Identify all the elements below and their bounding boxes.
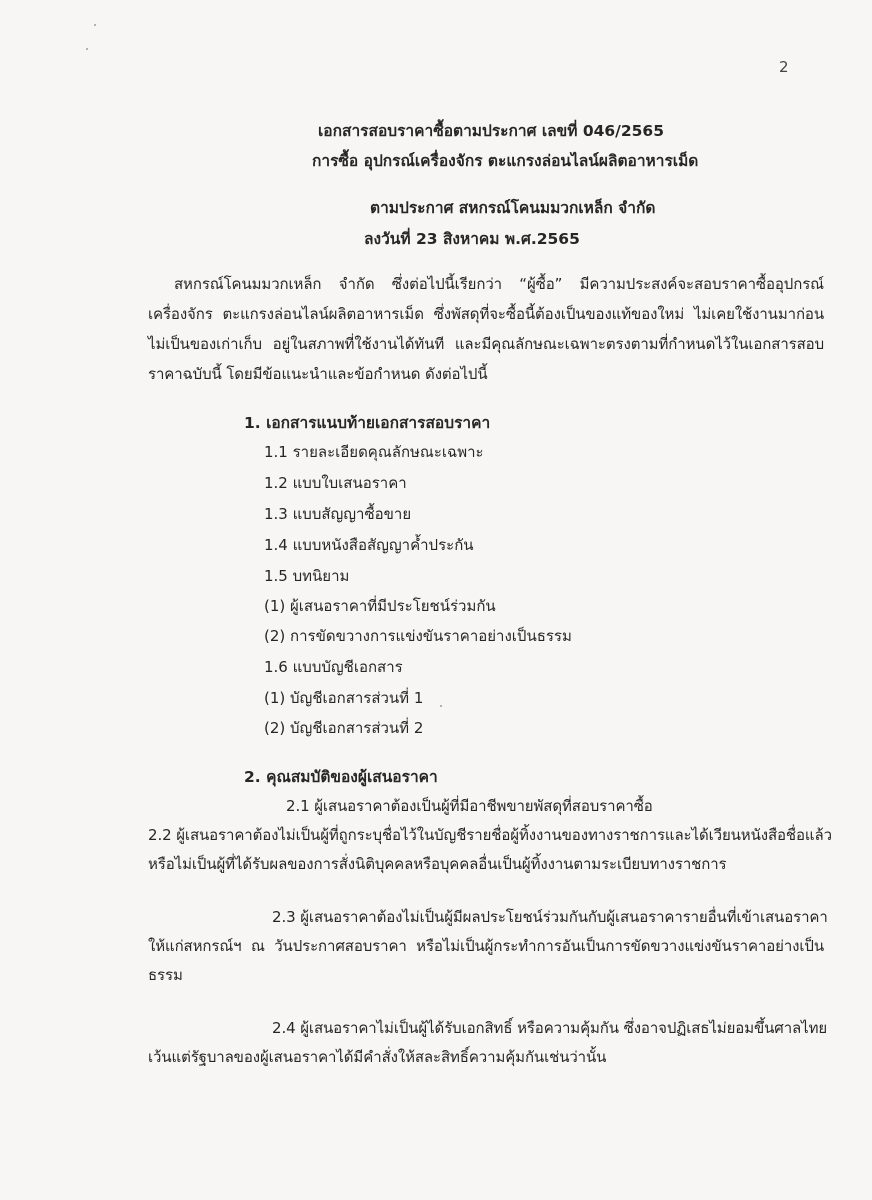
page-number: 2 <box>779 58 789 76</box>
clause-2-3-line-3: ธรรม <box>148 966 183 984</box>
section-1-item: 1.5 บทนิยาม <box>264 567 350 585</box>
clause-2-4-line-2: เว้นแต่รัฐบาลของผู้เสนอราคาได้มีคำสั่งให้สละสิทธิ์ความคุ้มกันเช่นว่านั้น <box>148 1048 607 1066</box>
intro-line-4: ราคาฉบับนี้ โดยมีข้อแนะนำและข้อกำหนด ดังต่อไปนี้ <box>148 365 488 383</box>
intro-line-2: เครื่องจักร ตะแกรงล่อนไลน์ผลิตอาหารเม็ด ซึ่งพัสดุที่จะซื้อนี้ต้องเป็นของแท้ของใหม่ ไม่เคยใช้งานมาก่อน <box>148 305 824 323</box>
header-line-4: ลงวันที่ 23 สิงหาคม พ.ศ.2565 <box>364 230 580 248</box>
section-1-title: 1. เอกสารแนบท้ายเอกสารสอบราคา <box>244 414 491 432</box>
section-1-item: 1.3 แบบสัญญาซื้อขาย <box>264 505 412 523</box>
header-line-2: การซื้อ อุปกรณ์เครื่องจักร ตะแกรงล่อนไลน์ผลิตอาหารเม็ด <box>312 152 699 170</box>
clause-2-2-line-2: หรือไม่เป็นผู้ที่ได้รับผลของการสั่งนิติบุคคลหรือบุคคลอื่นเป็นผู้ทิ้งงานตามระเบียบทางราชการ <box>148 855 727 873</box>
scan-speck <box>94 24 96 26</box>
intro-line-1: สหกรณ์โคนมมวกเหล็ก จำกัด ซึ่งต่อไปนี้เรียกว่า “ผู้ซื้อ” มีความประสงค์จะสอบราคาซื้ออุปกรณ์ <box>174 275 824 293</box>
clause-2-2-line-1: 2.2 ผู้เสนอราคาต้องไม่เป็นผู้ที่ถูกระบุชื่อไว้ในบัญชีรายชื่อผู้ทิ้งงานของทางราชการและได้เวียนหนังสือชื่อแล้ว <box>148 826 832 844</box>
section-1-item: 1.6 แบบบัญชีเอกสาร <box>264 658 403 676</box>
section-1-item: (1) ผู้เสนอราคาที่มีประโยชน์ร่วมกัน <box>264 597 496 615</box>
section-1-item: (2) การขัดขวางการแข่งขันราคาอย่างเป็นธรรม <box>264 627 572 645</box>
scan-speck <box>440 705 442 707</box>
section-1-item: (1) บัญชีเอกสารส่วนที่ 1 <box>264 689 424 707</box>
section-1-item: 1.1 รายละเอียดคุณลักษณะเฉพาะ <box>264 443 484 461</box>
intro-line-3: ไม่เป็นของเก่าเก็บ อยู่ในสภาพที่ใช้งานได้ทันที และมีคุณลักษณะเฉพาะตรงตามที่กำหนดไว้ในเอกสารสอบ <box>148 335 824 353</box>
section-1-item: 1.4 แบบหนังสือสัญญาค้ำประกัน <box>264 536 474 554</box>
section-1-item: (2) บัญชีเอกสารส่วนที่ 2 <box>264 719 424 737</box>
clause-2-1: 2.1 ผู้เสนอราคาต้องเป็นผู้ที่มีอาชีพขายพัสดุที่สอบราคาซื้อ <box>286 797 653 815</box>
clause-2-3-line-2: ให้แก่สหกรณ์ฯ ณ วันประกาศสอบราคา หรือไม่เป็นผู้กระทำการอันเป็นการขัดขวางแข่งขันราคาอย่างเป็น <box>148 937 824 955</box>
clause-2-3-line-1: 2.3 ผู้เสนอราคาต้องไม่เป็นผู้มีผลประโยชน์ร่วมกันกับผู้เสนอราคารายอื่นที่เข้าเสนอราคา <box>272 908 828 926</box>
section-1-item: 1.2 แบบใบเสนอราคา <box>264 474 407 492</box>
section-2-title: 2. คุณสมบัติของผู้เสนอราคา <box>244 768 438 786</box>
header-line-3: ตามประกาศ สหกรณ์โคนมมวกเหล็ก จำกัด <box>370 199 656 217</box>
clause-2-4-line-1: 2.4 ผู้เสนอราคาไม่เป็นผู้ได้รับเอกสิทธิ์ หรือความคุ้มกัน ซึ่งอาจปฏิเสธไม่ยอมขึ้นศาลไทย <box>272 1019 828 1037</box>
scan-speck <box>86 48 88 50</box>
header-line-1: เอกสารสอบราคาซื้อตามประกาศ เลขที่ 046/2565 <box>318 122 664 140</box>
